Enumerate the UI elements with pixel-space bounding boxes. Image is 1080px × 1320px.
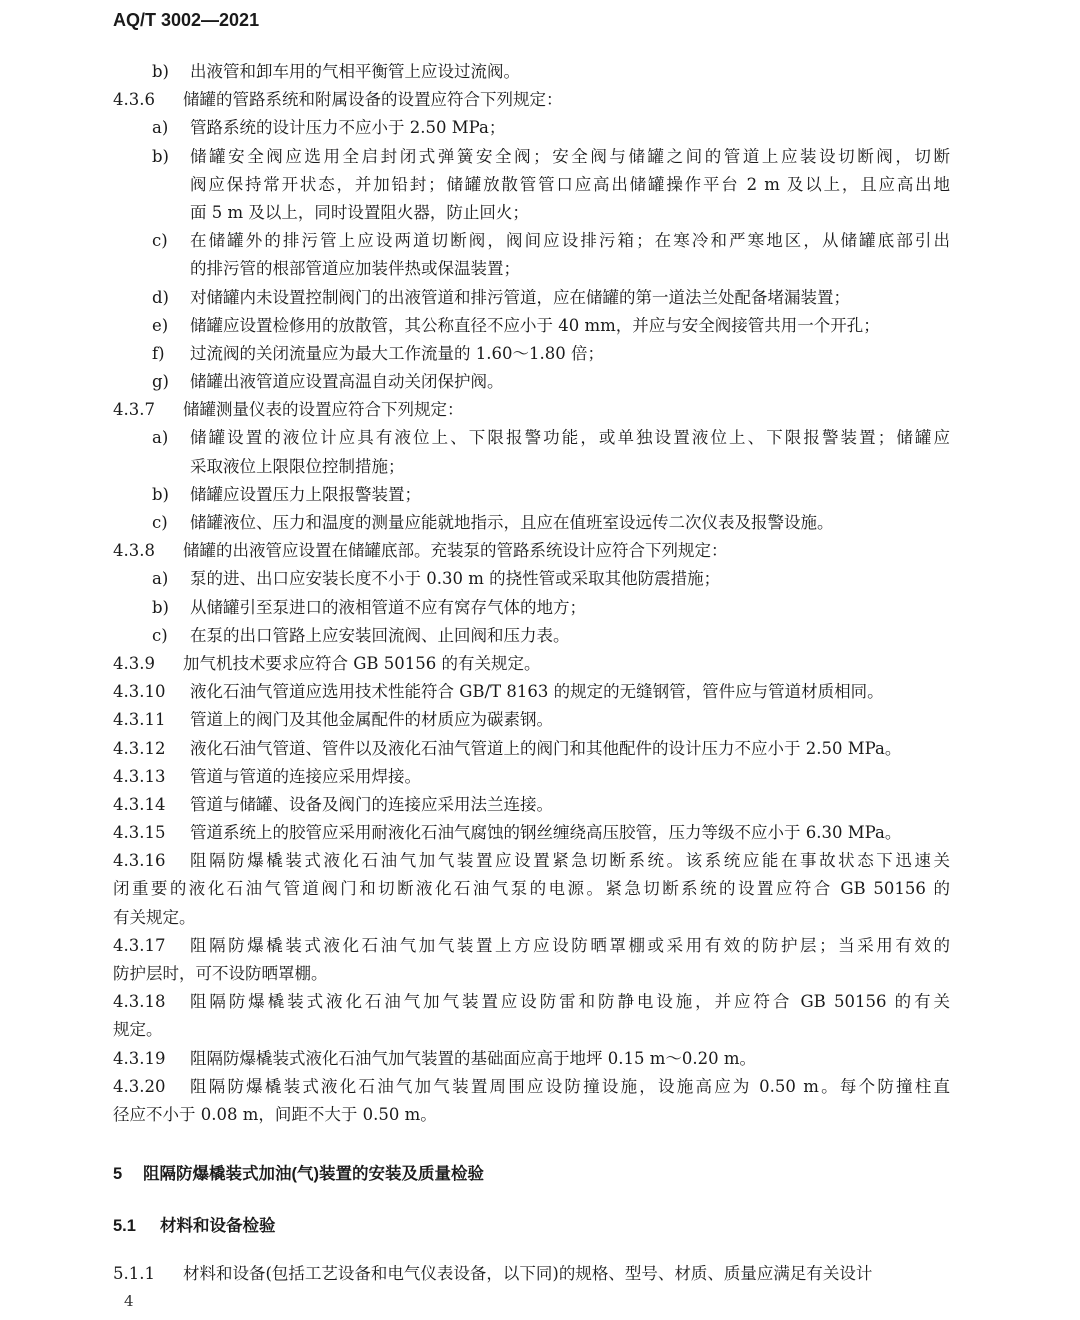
- text-line: [0, 58, 1080, 86]
- clause: [0, 1073, 1080, 1129]
- list-item: [0, 509, 1080, 537]
- list-item: [0, 424, 1080, 480]
- clause-number: 4.3.7: [113, 400, 155, 420]
- line-text: 泵的进、出口应安装长度不小于 0.30 m 的挠性管或采取其他防震措施；: [190, 569, 721, 589]
- item-label: e): [152, 315, 169, 335]
- text-line: [0, 875, 1080, 903]
- clause: [0, 396, 1080, 424]
- text-line: [0, 988, 1080, 1016]
- line-text: 出液管和卸车用的气相平衡管上应设过流阀。: [190, 62, 520, 81]
- line-text: 在泵的出口管路上应安装回流阀、止回阀和压力表。: [190, 625, 570, 645]
- text-line: [0, 847, 1080, 875]
- line-text: 储罐出液管道应设置高温自动关闭保护阀。: [190, 372, 504, 392]
- line-text: 阻隔防爆橇装式液化石油气加气装置上方应设防晒罩棚或采用有效的防护层；当采用有效的: [190, 935, 950, 955]
- list-item: [0, 594, 1080, 622]
- list-item: [0, 481, 1080, 509]
- text-line: [0, 1260, 1080, 1288]
- line-text: 储罐测量仪表的设置应符合下列规定：: [183, 400, 464, 420]
- text-line: [0, 143, 1080, 171]
- clause-number: 4.3.11: [113, 710, 166, 730]
- item-label: a): [152, 118, 169, 138]
- clause-number: 4.3.19: [113, 1048, 166, 1068]
- text-line: [0, 960, 1080, 988]
- clause: [0, 847, 1080, 932]
- line-text: 管路系统的设计压力不应小于 2.50 MPa；: [190, 118, 506, 138]
- text-line: [0, 312, 1080, 340]
- line-text: 材料和设备检验: [160, 1217, 276, 1236]
- list-item: [0, 622, 1080, 650]
- section-heading: [0, 1160, 1080, 1188]
- text-line: [0, 1045, 1080, 1073]
- line-text: 加气机技术要求应符合 GB 50156 的有关规定。: [183, 653, 541, 673]
- line-text: 阻隔防爆橇装式加油(气)装置的安装及质量检验: [143, 1165, 484, 1184]
- line-text: 防护层时，可不设防晒罩棚。: [113, 964, 328, 983]
- text-line: [0, 368, 1080, 396]
- item-label: a): [152, 428, 169, 448]
- clause-number: 4.3.18: [113, 992, 166, 1012]
- list-item: [0, 227, 1080, 283]
- clause: [0, 791, 1080, 819]
- line-text: 的排污管的根部管道应加装伴热或保温装置；: [190, 259, 520, 279]
- line-text: 闭重要的液化石油气管道阀门和切断液化石油气泵的电源。紧急切断系统的设置应符合 GB 50156 的: [113, 879, 950, 899]
- item-label: g): [152, 372, 169, 392]
- page-number: 4: [124, 1292, 134, 1310]
- text-line: [0, 453, 1080, 481]
- text-line: [0, 509, 1080, 537]
- text-line: [0, 340, 1080, 368]
- line-text: 从储罐引至泵进口的液相管道不应有窝存气体的地方；: [190, 597, 586, 617]
- clause: [0, 735, 1080, 763]
- text-line: [0, 227, 1080, 255]
- text-line: [0, 171, 1080, 199]
- clause-number: 4.3.8: [113, 541, 155, 561]
- line-text: 在储罐外的排污管上应设两道切断阀，阀间应设排污箱；在寒冷和严寒地区，从储罐底部引出: [190, 231, 950, 251]
- text-line: [0, 396, 1080, 424]
- text-line: [0, 255, 1080, 283]
- text-line: [0, 594, 1080, 622]
- text-line: [0, 424, 1080, 452]
- clause: [0, 706, 1080, 734]
- line-text: 阀应保持常开状态，并加铅封；储罐放散管管口应高出储罐操作平台 2 m 及以上，且应高出地: [190, 174, 950, 194]
- item-label: a): [152, 569, 169, 589]
- line-text: 储罐应设置压力上限报警装置；: [190, 484, 421, 504]
- line-text: 储罐的出液管应设置在储罐底部。充装泵的管路系统设计应符合下列规定：: [183, 541, 728, 561]
- text-line: [0, 1160, 1080, 1188]
- item-label: b): [152, 597, 169, 617]
- line-text: 储罐设置的液位计应具有液位上、下限报警功能，或单独设置液位上、下限报警装置；储罐应: [190, 428, 950, 448]
- text-line: [0, 791, 1080, 819]
- line-text: 径应不小于 0.08 m，间距不大于 0.50 m。: [113, 1104, 437, 1124]
- clause-number: 4.3.16: [113, 851, 166, 871]
- list-item: [0, 143, 1080, 228]
- clause-number: 4.3.13: [113, 766, 166, 786]
- clause: [0, 1260, 1080, 1288]
- text-line: [0, 706, 1080, 734]
- text-line: [0, 819, 1080, 847]
- list-item: [0, 340, 1080, 368]
- item-label: b): [152, 146, 169, 166]
- item-label: d): [152, 287, 169, 307]
- clause: [0, 932, 1080, 988]
- clause: [0, 763, 1080, 791]
- line-text: 阻隔防爆橇装式液化石油气加气装置周围应设防撞设施，设施高应为 0.50 m。每个防撞柱直: [190, 1076, 950, 1096]
- line-text: 采取液位上限限位控制措施；: [190, 456, 405, 476]
- text-line: [0, 86, 1080, 114]
- clause-number: 4.3.6: [113, 90, 155, 110]
- clause-number: 5.1: [113, 1217, 136, 1236]
- line-text: 液化石油气管道应选用技术性能符合 GB/T 8163 的规定的无缝钢管，管件应与管道材质相同。: [190, 682, 884, 702]
- clause-number: 4.3.15: [113, 823, 166, 843]
- text-line: [0, 481, 1080, 509]
- list-item: [0, 58, 1080, 86]
- clause-number: 4.3.9: [113, 653, 155, 673]
- clause: [0, 650, 1080, 678]
- text-line: [0, 650, 1080, 678]
- document-standard-number: AQ/T 3002—2021: [113, 10, 260, 30]
- item-label: c): [152, 231, 168, 251]
- list-item: [0, 312, 1080, 340]
- clause: [0, 819, 1080, 847]
- line-text: 有关规定。: [113, 907, 196, 927]
- line-text: 储罐应设置检修用的放散管，其公称直径不应小于 40 mm，并应与安全阀接管共用一个开孔；: [190, 315, 880, 335]
- line-text: 对储罐内未设置控制阀门的出液管道和排污管道，应在储罐的第一道法兰处配备堵漏装置；: [190, 287, 850, 307]
- clause-number: 4.3.17: [113, 935, 166, 955]
- clause: [0, 86, 1080, 114]
- item-label: c): [152, 625, 168, 645]
- line-text: 储罐的管路系统和附属设备的设置应符合下列规定：: [183, 90, 563, 110]
- line-text: 管道系统上的胶管应采用耐液化石油气腐蚀的钢丝缠绕高压胶管，压力等级不应小于 6.30 MPa。: [190, 823, 902, 843]
- line-text: 材料和设备(包括工艺设备和电气仪表设备，以下同)的规格、型号、材质、质量应满足有关设计: [183, 1263, 873, 1283]
- clause-number: 5.1.1: [113, 1263, 155, 1283]
- list-item: [0, 284, 1080, 312]
- line-text: 管道上的阀门及其他金属配件的材质应为碳素钢。: [190, 710, 553, 730]
- text-line: [0, 1212, 1080, 1240]
- line-text: 面 5 m 及以上，同时设置阻火器，防止回火；: [190, 202, 529, 222]
- text-line: [0, 114, 1080, 142]
- line-text: 阻隔防爆橇装式液化石油气加气装置应设防雷和防静电设施，并应符合 GB 50156 的有关: [190, 992, 950, 1012]
- text-line: [0, 622, 1080, 650]
- document-body: [0, 58, 1080, 1288]
- clause: [0, 537, 1080, 565]
- clause-number: 4.3.10: [113, 682, 166, 702]
- text-line: [0, 1073, 1080, 1101]
- text-line: [0, 1016, 1080, 1044]
- item-label: b): [152, 62, 169, 81]
- list-item: [0, 565, 1080, 593]
- text-line: [0, 735, 1080, 763]
- clause: [0, 1045, 1080, 1073]
- text-line: [0, 763, 1080, 791]
- list-item: [0, 114, 1080, 142]
- line-text: 阻隔防爆橇装式液化石油气加气装置应设置紧急切断系统。该系统应能在事故状态下迅速关: [190, 851, 950, 871]
- line-text: 储罐安全阀应选用全启封闭式弹簧安全阀；安全阀与储罐之间的管道上应装设切断阀，切断: [190, 146, 950, 166]
- clause-number: 4.3.14: [113, 794, 166, 814]
- line-text: 过流阀的关闭流量应为最大工作流量的 1.60～1.80 倍；: [190, 343, 604, 363]
- text-line: [0, 537, 1080, 565]
- clause-number: 5: [113, 1165, 123, 1184]
- text-line: [0, 199, 1080, 227]
- line-text: 液化石油气管道、管件以及液化石油气管道上的阀门和其他配件的设计压力不应小于 2.50 MPa。: [190, 738, 902, 758]
- text-line: [0, 932, 1080, 960]
- list-item: [0, 368, 1080, 396]
- clause: [0, 988, 1080, 1044]
- line-text: 管道与储罐、设备及阀门的连接应采用法兰连接。: [190, 794, 553, 814]
- line-text: 阻隔防爆橇装式液化石油气加气装置的基础面应高于地坪 0.15 m～0.20 m。: [190, 1048, 757, 1068]
- line-text: 储罐液位、压力和温度的测量应能就地指示，且应在值班室设远传二次仪表及报警设施。: [190, 513, 834, 532]
- clause-number: 4.3.20: [113, 1076, 166, 1096]
- line-text: 规定。: [113, 1020, 163, 1040]
- item-label: f): [152, 343, 165, 363]
- text-line: [0, 678, 1080, 706]
- clause: [0, 678, 1080, 706]
- item-label: c): [152, 513, 168, 532]
- item-label: b): [152, 484, 169, 504]
- text-line: [0, 1101, 1080, 1129]
- clause-number: 4.3.12: [113, 738, 166, 758]
- section-heading: [0, 1212, 1080, 1240]
- text-line: [0, 565, 1080, 593]
- text-line: [0, 904, 1080, 932]
- line-text: 管道与管道的连接应采用焊接。: [190, 766, 421, 786]
- text-line: [0, 284, 1080, 312]
